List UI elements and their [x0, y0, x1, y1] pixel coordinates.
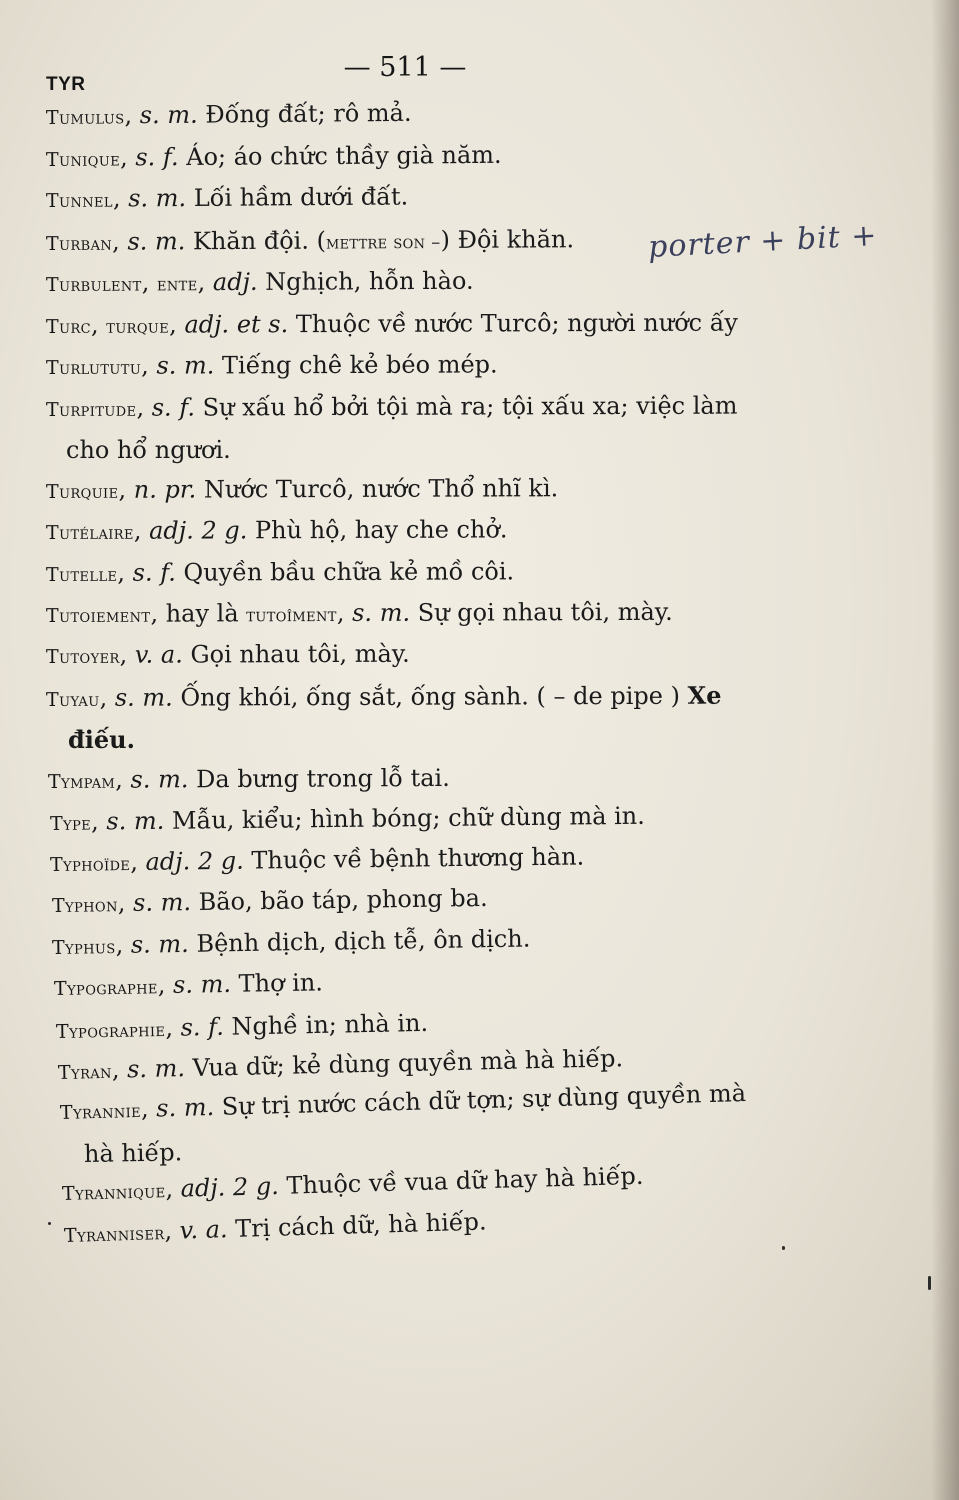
grammar-label: s. m. [127, 227, 186, 256]
headword: Typhus [51, 936, 116, 959]
entry-tuyau-continuation [68, 726, 135, 754]
entry-typhon: Typhon, s. m. Bão, bão táp, phong ba. [51, 883, 488, 918]
headword: Typhon [51, 894, 118, 917]
entry-turbulent: Turbulent, ente, adj. Nghịch, hỗn hào. [45, 266, 474, 297]
headword-feminine: ente [156, 273, 198, 296]
headword: Typographie [55, 1018, 166, 1043]
grammar-label: s. m. [352, 598, 411, 627]
definition-continuation: hà hiếp. [83, 1138, 183, 1168]
grammar-label: adj. [212, 267, 258, 297]
headword: Typhoïde [49, 853, 131, 876]
definition: Sự trị nước cách dữ tợn; sự dùng quyền mà [221, 1079, 747, 1121]
headword: Tyranniser [63, 1222, 165, 1247]
grammar-label: s. m. [132, 888, 192, 917]
headword: Typographe [53, 976, 158, 1000]
headword-variant: tutoîment [246, 603, 337, 627]
grammar-label: s. f. [151, 393, 195, 422]
grammar-label: s. m. [139, 100, 198, 130]
entry-typhoide: Typhoïde, adj. 2 g. Thuộc về bệnh thương hàn. [49, 842, 585, 877]
grammar-label: s. m. [126, 1054, 186, 1084]
page-number: — 511 — [343, 52, 467, 83]
headword: Type [49, 812, 92, 835]
grammar-label: s. m. [155, 1092, 215, 1123]
grammar-label: s. m. [130, 765, 189, 794]
entry-typographie: Typographie, s. f. Nghề in; nhà in. [55, 1008, 429, 1043]
headword: Tyrannie [59, 1099, 142, 1124]
entry-tumulus: Tumulus, s. m. Đống đất; rô mả. [45, 98, 412, 130]
handwritten-annotation: porter + bit + [647, 218, 879, 265]
phrase: mettre son – [325, 231, 441, 254]
entry-tunnel: Tunnel, s. m. Lối hầm dưới đất. [45, 182, 409, 213]
definition: Nghịch, hỗn hào. [265, 266, 474, 296]
definition: Sự xấu hổ bởi tội mà ra; tội xấu xa; việc làm [202, 391, 738, 422]
entry-tutoyer: Tutoyer, v. a. Gọi nhau tôi, mày. [45, 639, 410, 669]
phrase: ( – de pipe ) [536, 681, 680, 711]
headword: Tumulus [45, 106, 125, 129]
entry-turpitude-continuation [66, 436, 231, 464]
headword: Turc [45, 315, 92, 338]
headword: Tutoiement [45, 604, 151, 627]
definition: Lối hầm dưới đất. [193, 182, 409, 212]
headword: Turpitude [45, 398, 137, 421]
definition: Thuộc về bệnh thương hàn. [251, 842, 585, 875]
headword: Tunique [45, 148, 121, 171]
ink-speck [928, 1276, 931, 1290]
entry-tutoiement: Tutoiement, hay là tutoîment, s. m. Sự gọi nhau tôi, mày. [45, 597, 673, 628]
guide-word: TYR [46, 74, 86, 95]
headword: Tympam [47, 770, 116, 793]
headword: Tuyau [45, 688, 100, 711]
grammar-label: s. m. [128, 184, 187, 213]
grammar-label: s. m. [130, 929, 190, 959]
definition: Đống đất; rô mả. [205, 98, 412, 129]
grammar-label: s. f. [180, 1012, 225, 1042]
entry-turc: Turc, turque, adj. et s. Thuộc về nước Turcô; người nước ấy [45, 308, 739, 339]
headword: Turlututu [45, 356, 142, 379]
entry-tyrannie: Tyrannie, s. m. Sự trị nước cách dữ tợn; sự dùng quyền mà [59, 1079, 747, 1124]
entry-typhus: Typhus, s. m. Bệnh dịch, dịch tễ, ôn dịch. [51, 924, 531, 959]
grammar-label: s. f. [135, 143, 179, 172]
entry-tympam: Tympam, s. m. Da bưng trong lỗ tai. [47, 763, 450, 794]
entry-tutelle: Tutelle, s. f. Quyền bầu chữa kẻ mồ côi. [45, 557, 515, 587]
entry-tyranniser: Tyranniser, v. a. Trị cách dữ, hà hiếp. [63, 1207, 487, 1247]
headword: Turbulent [45, 273, 142, 296]
definition: Phù hộ, hay che chở. [254, 515, 508, 545]
entry-turpitude: Turpitude, s. f. Sự xấu hổ bởi tội mà ra; tội xấu xa; việc làm [45, 391, 738, 422]
ink-speck [782, 1246, 785, 1250]
grammar-label: adj. 2 g. [145, 846, 244, 876]
entry-tunique: Tunique, s. f. Áo; áo chức thầy già năm. [45, 140, 502, 172]
definition: Tiếng chê kẻ béo mép. [221, 350, 498, 380]
definition: Mẫu, kiểu; hình bóng; chữ dùng mà in. [171, 801, 645, 835]
definition: Quyền bầu chữa kẻ mồ côi. [183, 557, 515, 587]
grammar-label: s. m. [156, 351, 215, 380]
entry-type: Type, s. m. Mẫu, kiểu; hình bóng; chữ dùng mà in. [49, 801, 645, 836]
headword: Turban [45, 232, 113, 255]
definition: Da bưng trong lỗ tai. [196, 763, 450, 794]
definition: Bệnh dịch, dịch tễ, ôn dịch. [196, 924, 531, 958]
headword: Tyran [57, 1060, 113, 1084]
definition: Nghề in; nhà in. [231, 1008, 429, 1041]
entry-turlututu: Turlututu, s. m. Tiếng chê kẻ béo mép. [45, 350, 498, 380]
headword: Tutélaire [45, 521, 134, 544]
grammar-label: v. a. [179, 1215, 228, 1245]
grammar-label: s. f. [132, 558, 176, 587]
phrase-definition: Xe [687, 680, 722, 710]
definition: Vua dữ; kẻ dùng quyền mà hà hiếp. [192, 1044, 624, 1082]
entry-tutelaire: Tutélaire, adj. 2 g. Phù hộ, hay che chở. [45, 515, 508, 545]
definition: Gọi nhau tôi, mày. [190, 639, 410, 669]
definition: Áo; áo chức thầy già năm. [186, 140, 502, 172]
definition: Thuộc về vua dữ hay hà hiếp. [286, 1161, 644, 1200]
headword: Tutelle [45, 563, 118, 586]
entry-tyran: Tyran, s. m. Vua dữ; kẻ dùng quyền mà hà hiếp. [57, 1044, 624, 1084]
definition-continuation: cho hổ ngươi. [66, 436, 231, 464]
grammar-label: v. a. [134, 640, 183, 669]
definition: Bão, bão táp, phong ba. [198, 883, 488, 916]
entry-typographe: Typographe, s. m. Thợ in. [53, 968, 324, 1000]
definition: Nước Turcô, nước Thổ nhĩ kì. [203, 474, 559, 504]
definition-continuation: điếu. [68, 725, 135, 754]
grammar-label: s. m. [114, 683, 173, 712]
headword: Tutoyer [45, 645, 120, 668]
headword-feminine: turque [106, 315, 170, 338]
grammar-label: s. m. [106, 806, 165, 836]
grammar-label: s. m. [172, 969, 232, 999]
definition: Thuộc về nước Turcô; người nước ấy [295, 308, 739, 339]
headword: Tyrannique [61, 1180, 166, 1205]
entry-turban: Turban, s. m. Khăn đội. (mettre son –) Đội khăn. [45, 225, 575, 256]
definition: Khăn đội. [192, 226, 309, 256]
grammar-label: n. pr. [133, 475, 197, 504]
definition: Sự gọi nhau tôi, mày. [417, 597, 673, 627]
grammar-label: adj. 2 g. [149, 516, 248, 545]
grammar-label: adj. 2 g. [180, 1171, 280, 1203]
phrase-definition: Đội khăn. [457, 225, 575, 254]
entry-tyrannie-continuation [84, 1138, 183, 1168]
entry-tyrannique: Tyrannique, adj. 2 g. Thuộc về vua dữ hay hà hiếp. [61, 1161, 644, 1205]
connector: hay là [165, 599, 239, 628]
ink-speck [48, 1222, 51, 1225]
grammar-label: adj. et s. [184, 310, 289, 339]
headword: Tunnel [45, 189, 113, 212]
definition: Trị cách dữ, hà hiếp. [234, 1207, 487, 1243]
entry-turquie: Turquie, n. pr. Nước Turcô, nước Thổ nhĩ kì. [45, 474, 559, 504]
definition: Ống khói, ống sắt, ống sành. [180, 682, 529, 712]
definition: Thợ in. [238, 968, 324, 998]
entry-tuyau: Tuyau, s. m. Ống khói, ống sắt, ống sành. ( – de pipe ) Xe [45, 680, 722, 712]
headword: Turquie [45, 480, 119, 503]
